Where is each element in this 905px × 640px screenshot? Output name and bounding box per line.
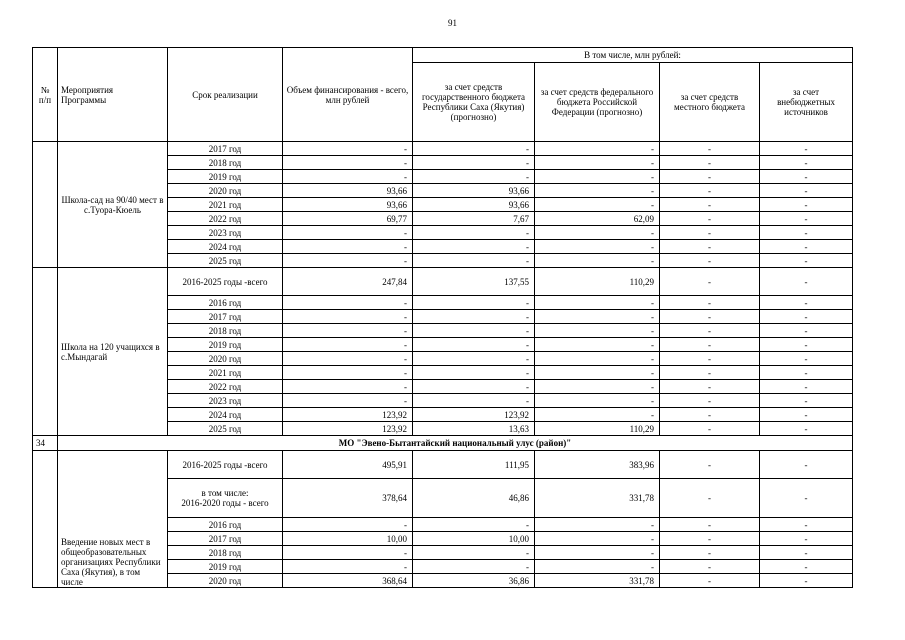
period-cell: 2021 год xyxy=(168,366,283,380)
federal-cell: - xyxy=(535,408,660,422)
federal-cell: - xyxy=(535,394,660,408)
extra-cell: - xyxy=(760,574,853,588)
state-cell: - xyxy=(413,142,535,156)
row-number-cell xyxy=(33,451,58,588)
extra-cell: - xyxy=(760,184,853,198)
total-cell: - xyxy=(283,310,413,324)
table-row xyxy=(33,268,853,296)
state-cell: - xyxy=(413,254,535,268)
local-cell: - xyxy=(660,142,760,156)
extra-cell: - xyxy=(760,226,853,240)
total-cell: 123,92 xyxy=(283,408,413,422)
local-cell: - xyxy=(660,479,760,518)
table-row xyxy=(33,142,853,156)
total-cell: - xyxy=(283,142,413,156)
extra-cell: - xyxy=(760,479,853,518)
extra-cell: - xyxy=(760,310,853,324)
total-cell: 93,66 xyxy=(283,198,413,212)
extra-cell: - xyxy=(760,546,853,560)
row-number-cell xyxy=(33,268,58,436)
extra-cell: - xyxy=(760,198,853,212)
header-total: Объем финансирования - всего, млн рублей xyxy=(283,48,413,142)
local-cell: - xyxy=(660,451,760,479)
state-cell: 93,66 xyxy=(413,184,535,198)
period-cell: 2020 год xyxy=(168,184,283,198)
federal-cell: - xyxy=(535,352,660,366)
local-cell: - xyxy=(660,170,760,184)
state-cell: - xyxy=(413,352,535,366)
period-cell: 2020 год xyxy=(168,352,283,366)
period-cell: 2017 год xyxy=(168,142,283,156)
federal-cell: - xyxy=(535,560,660,574)
extra-cell: - xyxy=(760,156,853,170)
period-cell: 2019 год xyxy=(168,560,283,574)
extra-cell: - xyxy=(760,254,853,268)
federal-cell: 110,29 xyxy=(535,268,660,296)
state-cell: - xyxy=(413,546,535,560)
measure-name: Школа-сад на 90/40 мест в с.Туора-Кюель xyxy=(58,142,168,268)
period-cell: 2016 год xyxy=(168,296,283,310)
federal-cell: 331,78 xyxy=(535,574,660,588)
header-period: Срок реализации xyxy=(168,48,283,142)
local-cell: - xyxy=(660,338,760,352)
extra-cell: - xyxy=(760,532,853,546)
state-cell: - xyxy=(413,324,535,338)
extra-cell: - xyxy=(760,380,853,394)
state-cell: - xyxy=(413,366,535,380)
total-cell: 378,64 xyxy=(283,479,413,518)
period-cell: 2021 год xyxy=(168,198,283,212)
total-cell: - xyxy=(283,296,413,310)
state-cell: 7,67 xyxy=(413,212,535,226)
total-cell: - xyxy=(283,546,413,560)
total-cell: - xyxy=(283,226,413,240)
row-number-cell xyxy=(33,142,58,268)
measure-name: Школа на 120 учащихся в с.Мындагай xyxy=(58,268,168,436)
federal-cell: - xyxy=(535,296,660,310)
total-cell: 93,66 xyxy=(283,184,413,198)
state-cell: - xyxy=(413,226,535,240)
extra-cell: - xyxy=(760,451,853,479)
extra-cell: - xyxy=(760,170,853,184)
federal-cell: - xyxy=(535,156,660,170)
local-cell: - xyxy=(660,212,760,226)
state-cell: 10,00 xyxy=(413,532,535,546)
state-cell: - xyxy=(413,240,535,254)
extra-cell: - xyxy=(760,142,853,156)
local-cell: - xyxy=(660,546,760,560)
total-cell: 495,91 xyxy=(283,451,413,479)
local-cell: - xyxy=(660,240,760,254)
federal-cell: - xyxy=(535,380,660,394)
state-cell: 137,55 xyxy=(413,268,535,296)
state-cell: - xyxy=(413,296,535,310)
local-cell: - xyxy=(660,296,760,310)
local-cell: - xyxy=(660,518,760,532)
header-group: В том числе, млн рублей: xyxy=(413,48,853,63)
state-cell: 93,66 xyxy=(413,198,535,212)
measure-name: Введение новых мест в общеобразовательных организациях Республики Саха (Якутия), в том числе xyxy=(58,451,168,588)
extra-cell: - xyxy=(760,268,853,296)
period-cell: 2016-2025 годы -всего xyxy=(168,451,283,479)
page-number: 91 xyxy=(448,18,457,28)
total-cell: 247,84 xyxy=(283,268,413,296)
header-num: № п/п xyxy=(33,48,58,142)
state-cell: - xyxy=(413,518,535,532)
state-cell: 36,86 xyxy=(413,574,535,588)
local-cell: - xyxy=(660,352,760,366)
extra-cell: - xyxy=(760,240,853,254)
period-cell: 2024 год xyxy=(168,240,283,254)
local-cell: - xyxy=(660,560,760,574)
table-row xyxy=(33,436,853,451)
period-cell: 2022 год xyxy=(168,212,283,226)
header-state: за счет средств государственного бюджета Республики Саха (Якутия) (прогнозно) xyxy=(413,63,535,142)
total-cell: 368,64 xyxy=(283,574,413,588)
extra-cell: - xyxy=(760,352,853,366)
extra-cell: - xyxy=(760,560,853,574)
period-cell: 2018 год xyxy=(168,324,283,338)
table-row xyxy=(33,451,853,479)
state-cell: 46,86 xyxy=(413,479,535,518)
extra-cell: - xyxy=(760,518,853,532)
total-cell: - xyxy=(283,518,413,532)
local-cell: - xyxy=(660,394,760,408)
state-cell: - xyxy=(413,338,535,352)
local-cell: - xyxy=(660,310,760,324)
total-cell: 10,00 xyxy=(283,532,413,546)
federal-cell: - xyxy=(535,170,660,184)
local-cell: - xyxy=(660,380,760,394)
extra-cell: - xyxy=(760,366,853,380)
federal-cell: - xyxy=(535,532,660,546)
total-cell: - xyxy=(283,380,413,394)
total-cell: - xyxy=(283,352,413,366)
local-cell: - xyxy=(660,226,760,240)
federal-cell: 383,96 xyxy=(535,451,660,479)
header-extra: за счет внебюджетных источников xyxy=(760,63,853,142)
period-cell: 2023 год xyxy=(168,394,283,408)
state-cell: - xyxy=(413,394,535,408)
federal-cell: 331,78 xyxy=(535,479,660,518)
section-number: 34 xyxy=(33,436,58,451)
period-cell: 2017 год xyxy=(168,310,283,324)
extra-cell: - xyxy=(760,422,853,436)
state-cell: - xyxy=(413,170,535,184)
local-cell: - xyxy=(660,268,760,296)
federal-cell: - xyxy=(535,226,660,240)
extra-cell: - xyxy=(760,296,853,310)
period-cell: 2025 год xyxy=(168,254,283,268)
period-cell: 2023 год xyxy=(168,226,283,240)
total-cell: - xyxy=(283,394,413,408)
total-cell: 69,77 xyxy=(283,212,413,226)
period-cell: 2020 год xyxy=(168,574,283,588)
extra-cell: - xyxy=(760,212,853,226)
federal-cell: - xyxy=(535,240,660,254)
state-cell: 123,92 xyxy=(413,408,535,422)
local-cell: - xyxy=(660,422,760,436)
state-cell: - xyxy=(413,156,535,170)
period-cell: 2017 год xyxy=(168,532,283,546)
federal-cell: - xyxy=(535,546,660,560)
header-local: за счет средств местного бюджета xyxy=(660,63,760,142)
state-cell: 111,95 xyxy=(413,451,535,479)
extra-cell: - xyxy=(760,338,853,352)
total-cell: - xyxy=(283,324,413,338)
period-cell: 2019 год xyxy=(168,338,283,352)
federal-cell: - xyxy=(535,518,660,532)
federal-cell: - xyxy=(535,310,660,324)
financing-table xyxy=(32,47,853,588)
state-cell: - xyxy=(413,560,535,574)
period-cell: 2018 год xyxy=(168,546,283,560)
period-cell: 2016 год xyxy=(168,518,283,532)
state-cell: - xyxy=(413,380,535,394)
period-cell: 2022 год xyxy=(168,380,283,394)
local-cell: - xyxy=(660,574,760,588)
header-measure: Мероприятия Программы xyxy=(58,48,168,142)
local-cell: - xyxy=(660,184,760,198)
local-cell: - xyxy=(660,408,760,422)
local-cell: - xyxy=(660,366,760,380)
federal-cell: - xyxy=(535,198,660,212)
state-cell: 13,63 xyxy=(413,422,535,436)
period-cell: 2018 год xyxy=(168,156,283,170)
period-cell: в том числе: 2016-2020 годы - всего xyxy=(168,479,283,518)
federal-cell: 110,29 xyxy=(535,422,660,436)
local-cell: - xyxy=(660,324,760,338)
state-cell: - xyxy=(413,310,535,324)
extra-cell: - xyxy=(760,394,853,408)
total-cell: - xyxy=(283,156,413,170)
header-federal: за счет средств федерального бюджета Российской Федерации (прогнозно) xyxy=(535,63,660,142)
local-cell: - xyxy=(660,532,760,546)
federal-cell: 62,09 xyxy=(535,212,660,226)
local-cell: - xyxy=(660,198,760,212)
federal-cell: - xyxy=(535,184,660,198)
federal-cell: - xyxy=(535,254,660,268)
federal-cell: - xyxy=(535,324,660,338)
total-cell: - xyxy=(283,338,413,352)
federal-cell: - xyxy=(535,366,660,380)
federal-cell: - xyxy=(535,338,660,352)
total-cell: 123,92 xyxy=(283,422,413,436)
local-cell: - xyxy=(660,156,760,170)
section-title: МО "Эвено-Бытантайский национальный улус (район)" xyxy=(58,436,853,451)
period-cell: 2019 год xyxy=(168,170,283,184)
period-cell: 2024 год xyxy=(168,408,283,422)
extra-cell: - xyxy=(760,408,853,422)
period-cell: 2016-2025 годы -всего xyxy=(168,268,283,296)
total-cell: - xyxy=(283,240,413,254)
federal-cell: - xyxy=(535,142,660,156)
total-cell: - xyxy=(283,254,413,268)
extra-cell: - xyxy=(760,324,853,338)
total-cell: - xyxy=(283,560,413,574)
local-cell: - xyxy=(660,254,760,268)
total-cell: - xyxy=(283,170,413,184)
total-cell: - xyxy=(283,366,413,380)
period-cell: 2025 год xyxy=(168,422,283,436)
